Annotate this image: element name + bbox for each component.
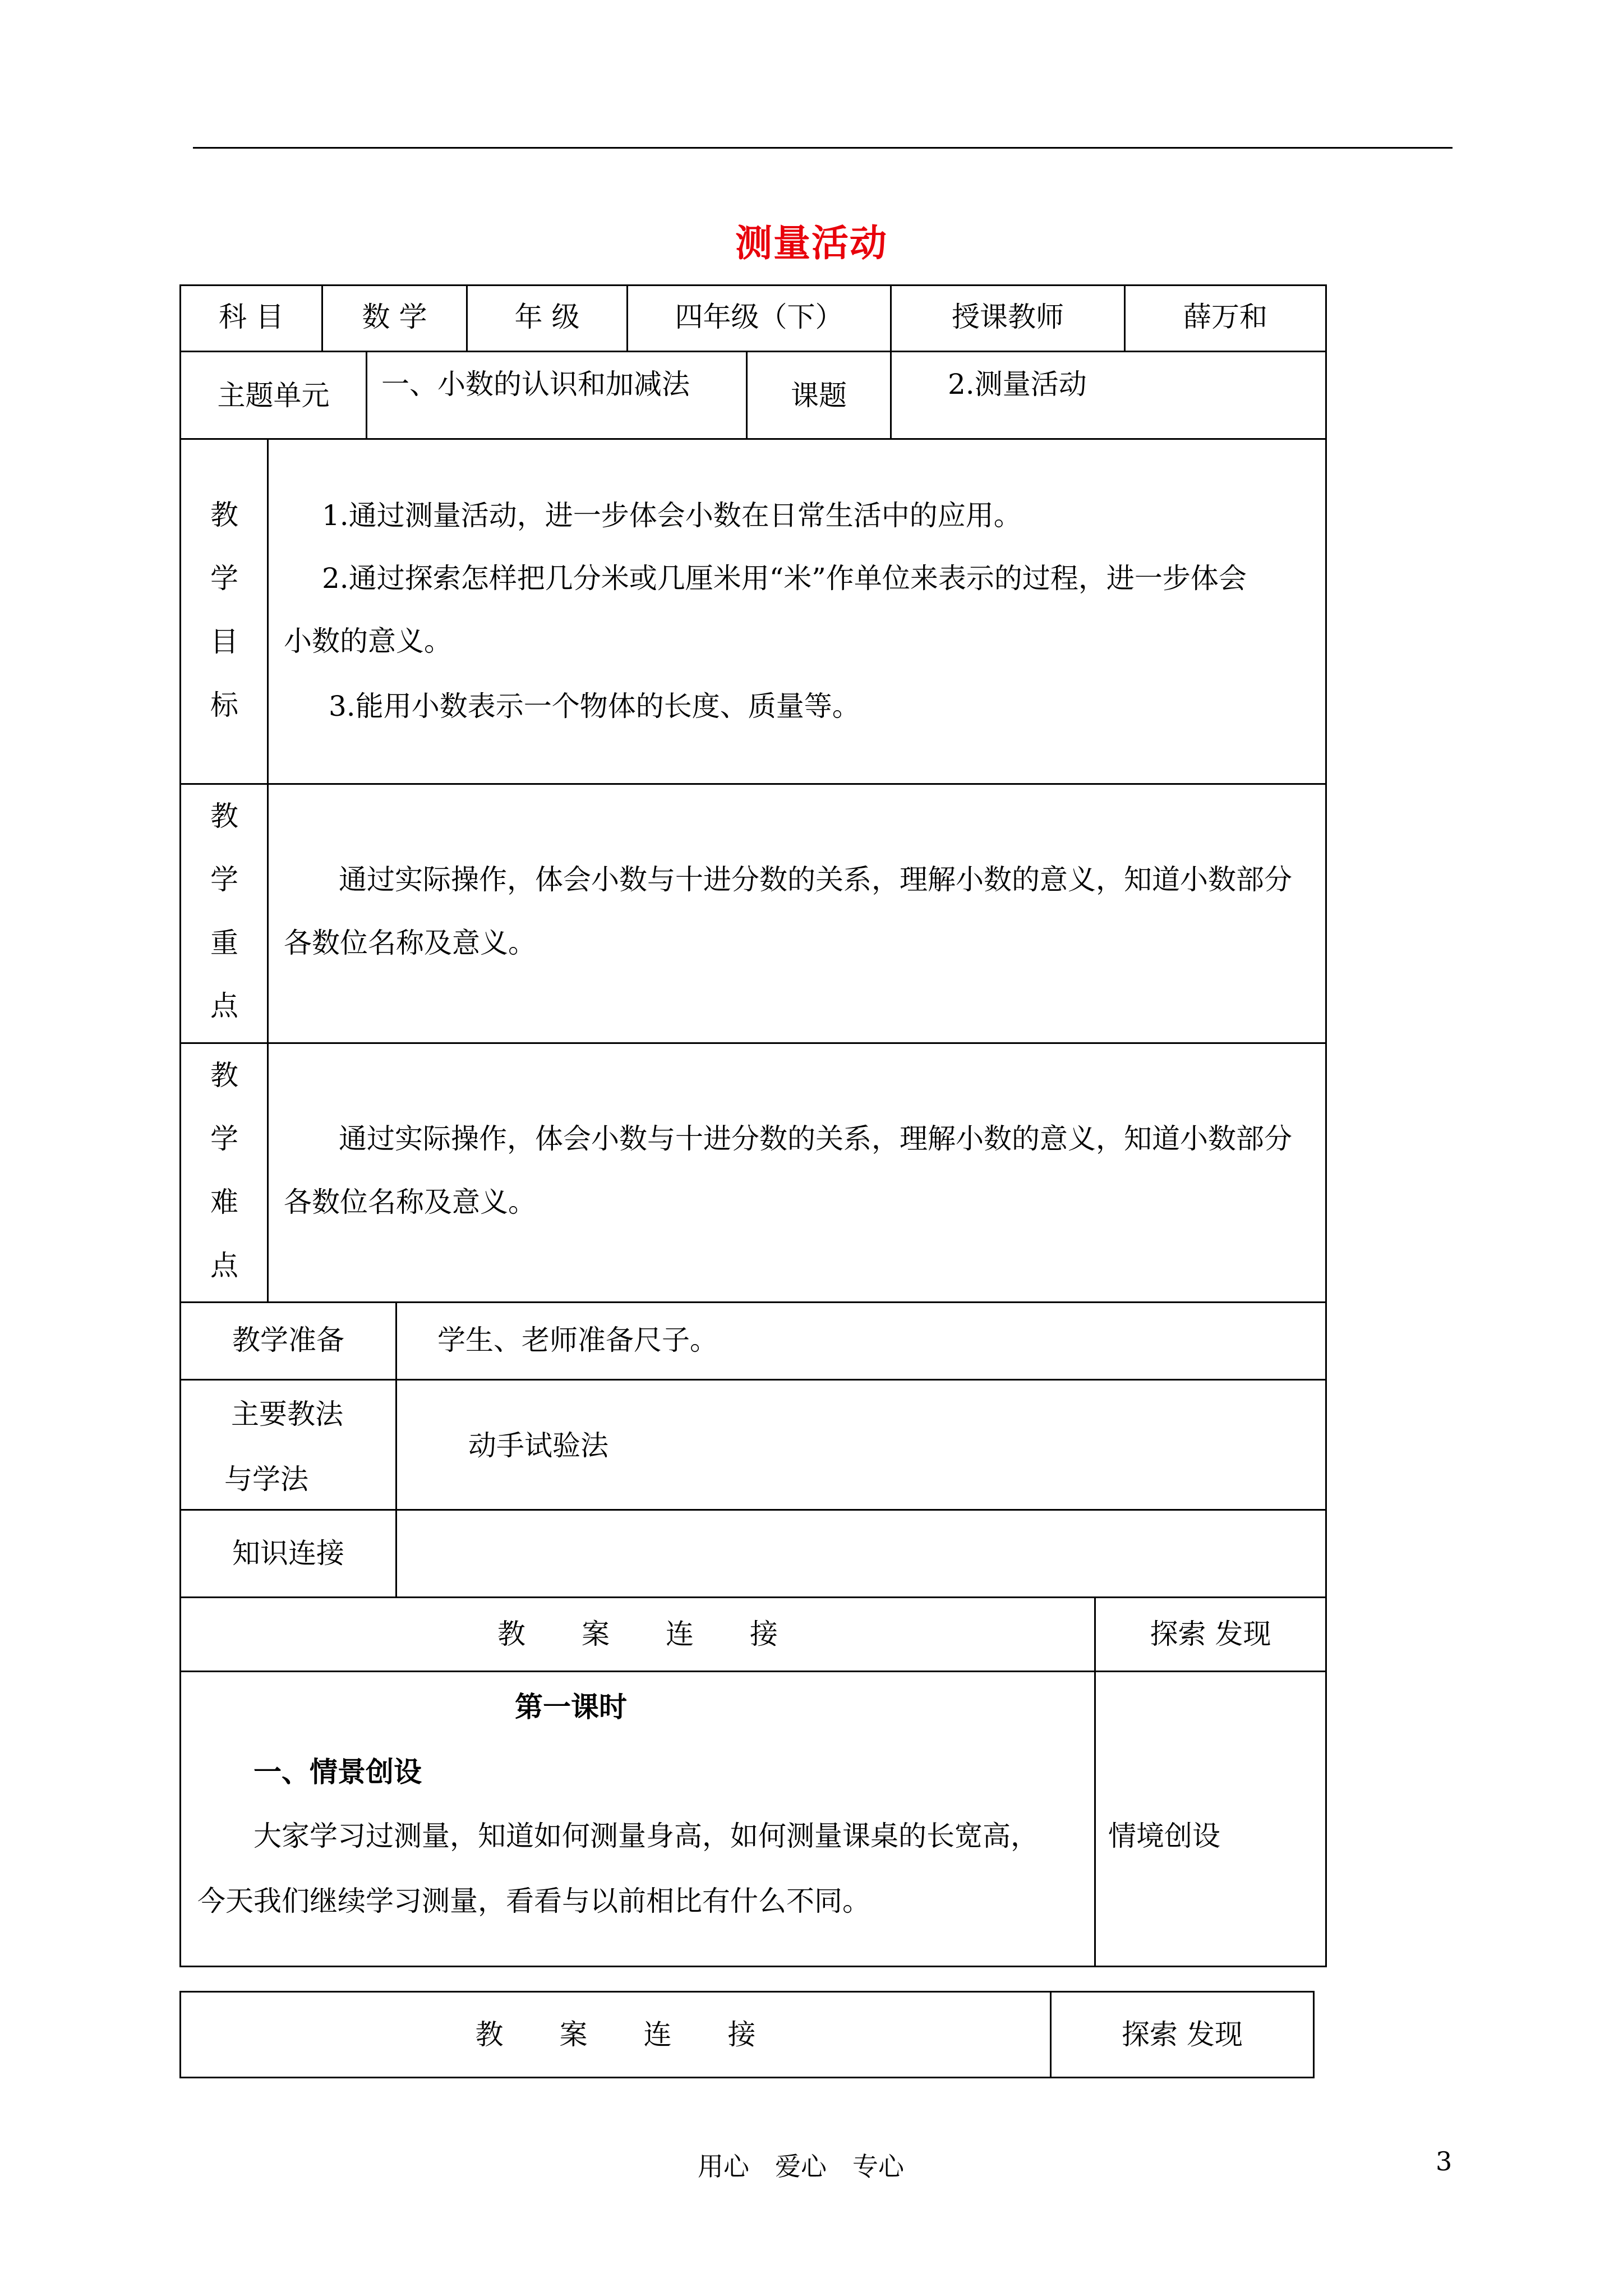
teacher-value: 薛万和	[1183, 301, 1267, 333]
lesson-value: 2.测量活动	[948, 368, 1087, 401]
teacher-label: 授课教师	[952, 301, 1064, 333]
footer-motto: 用心 爱心 专心	[698, 2151, 904, 2182]
preparation-value: 学生、老师准备尺子。	[437, 1324, 718, 1356]
page-number: 3	[1436, 2146, 1453, 2177]
lesson-paragraph-line-2: 今天我们继续学习测量，看看与以前相比有什么不同。	[197, 1885, 870, 1917]
methods-label-line-1: 主要教法	[231, 1398, 343, 1430]
lesson-label: 课题	[791, 379, 847, 412]
plan-header-2-title: 教 案 连 接	[475, 2018, 756, 2051]
subject-value: 数 学	[362, 301, 427, 333]
methods-label-line-2: 与学法	[224, 1463, 308, 1496]
knowledge-label: 知识连接	[232, 1537, 344, 1570]
unit-label: 主题单元	[217, 379, 330, 412]
difficulties-label-char: 教	[210, 1059, 238, 1092]
subject-label: 科 目	[219, 301, 284, 333]
lesson-section-heading: 一、情景创设	[253, 1755, 422, 1788]
objectives-label-char: 目	[210, 625, 238, 658]
objective-line-1: 1.通过测量活动，进一步体会小数在日常生活中的应用。	[322, 499, 1022, 532]
lesson-paragraph-line-1: 大家学习过测量，知道如何测量身高，如何测量课桌的长宽高，	[253, 1820, 1039, 1852]
objectives-label-char: 教	[210, 499, 238, 531]
difficulties-label-char: 点	[210, 1249, 238, 1282]
key-points-line-2: 各数位名称及意义。	[284, 927, 536, 959]
difficulties-label-char: 学	[210, 1122, 238, 1155]
unit-value: 一、小数的认识和加减法	[381, 368, 690, 401]
objectives-label-char: 学	[210, 562, 238, 595]
difficulties-line-1: 通过实际操作，体会小数与十进分数的关系，理解小数的意义，知道小数部分	[339, 1122, 1292, 1155]
grade-label: 年 级	[514, 301, 580, 333]
key-points-line-1: 通过实际操作，体会小数与十进分数的关系，理解小数的意义，知道小数部分	[339, 863, 1292, 896]
key-points-label-char: 教	[210, 800, 238, 832]
objective-line-2: 2.通过探索怎样把几分米或几厘米用“米”作单位来表示的过程，进一步体会	[322, 562, 1247, 595]
preparation-label: 教学准备	[232, 1324, 344, 1356]
grade-value: 四年级（下）	[675, 301, 843, 333]
methods-value: 动手试验法	[468, 1429, 608, 1462]
objective-line-3: 3.能用小数表示一个物体的长度、质量等。	[329, 690, 860, 723]
difficulties-label-char: 难	[210, 1186, 238, 1218]
key-points-label-char: 点	[210, 990, 238, 1022]
lesson-period: 第一课时	[515, 1690, 627, 1723]
header-rule	[193, 147, 1453, 149]
document-title: 测量活动	[735, 221, 888, 265]
objectives-label-char: 标	[210, 689, 238, 721]
plan-header-explore: 探索 发现	[1150, 1618, 1271, 1650]
objective-line-2-cont: 小数的意义。	[284, 625, 452, 657]
difficulties-line-2: 各数位名称及意义。	[284, 1186, 536, 1218]
plan-header-2-explore: 探索 发现	[1122, 2018, 1243, 2051]
key-points-label-char: 重	[210, 927, 238, 959]
lesson-side-note: 情境创设	[1108, 1820, 1220, 1852]
plan-header-title: 教 案 连 接	[497, 1618, 778, 1650]
key-points-label-char: 学	[210, 863, 238, 896]
